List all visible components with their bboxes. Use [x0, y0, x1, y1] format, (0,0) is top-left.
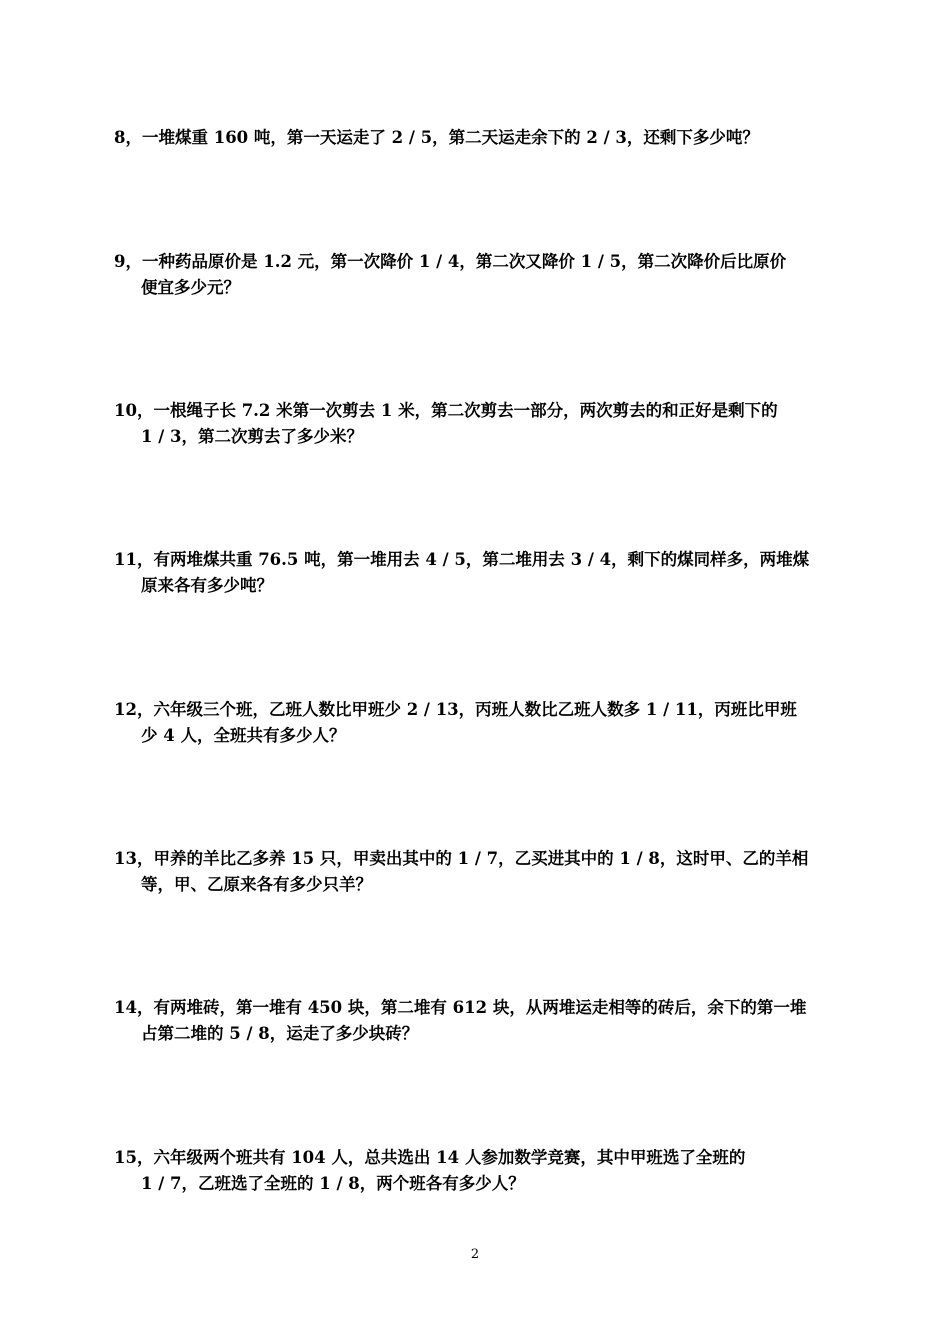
- problem-8: [114, 125, 840, 151]
- page-number: 2: [470, 1247, 480, 1262]
- problem-13-line-1: 13，甲养的羊比乙多养 15 只，甲卖出其中的 1 / 7，乙买进其中的 1 / 8，这时甲、乙的羊相: [114, 849, 809, 868]
- problem-9: [114, 249, 840, 301]
- problem-8-line-1: 8，一堆煤重 160 吨，第一天运走了 2 / 5，第二天运走余下的 2 / 3，还剩下多少吨？: [114, 128, 759, 147]
- problem-12-line-1: 12，六年级三个班，乙班人数比甲班少 2 / 13，丙班人数比乙班人数多 1 / 11，丙班比甲班: [114, 700, 797, 719]
- problem-9-line-2: 便宜多少元？: [141, 278, 240, 297]
- problem-12-line-2: 少 4 人，全班共有多少人？: [141, 726, 346, 745]
- problem-14-line-1: 14，有两堆砖，第一堆有 450 块，第二堆有 612 块，从两堆运走相等的砖后，余下的第一堆: [114, 998, 807, 1017]
- problem-13-line-2: 等，甲、乙原来各有多少只羊？: [141, 875, 372, 894]
- problem-13: [114, 846, 840, 898]
- problem-12: [114, 697, 840, 749]
- problem-10: [114, 398, 840, 450]
- problem-10-line-1: 10，一根绳子长 7.2 米第一次剪去 1 米，第二次剪去一部分，两次剪去的和正好是剩下的: [114, 401, 778, 420]
- problem-10-line-2: 1 / 3，第二次剪去了多少米？: [141, 427, 363, 446]
- problem-11: [114, 547, 840, 599]
- problem-15-line-1: 15，六年级两个班共有 104 人，总共选出 14 人参加数学竞赛，其中甲班选了全班的: [114, 1148, 746, 1167]
- problem-15: [114, 1145, 840, 1197]
- problem-15-line-2: 1 / 7，乙班选了全班的 1 / 8，两个班各有多少人？: [141, 1174, 525, 1193]
- problem-9-line-1: 9，一种药品原价是 1.2 元，第一次降价 1 / 4，第二次又降价 1 / 5，第二次降价后比原价: [114, 252, 787, 271]
- problem-11-line-1: 11，有两堆煤共重 76.5 吨，第一堆用去 4 / 5，第二堆用去 3 / 4，剩下的煤同样多，两堆煤: [114, 550, 810, 569]
- problem-14: [114, 995, 840, 1047]
- problem-11-line-2: 原来各有多少吨？: [141, 576, 273, 595]
- problem-14-line-2: 占第二堆的 5 / 8，运走了多少块砖？: [141, 1024, 419, 1043]
